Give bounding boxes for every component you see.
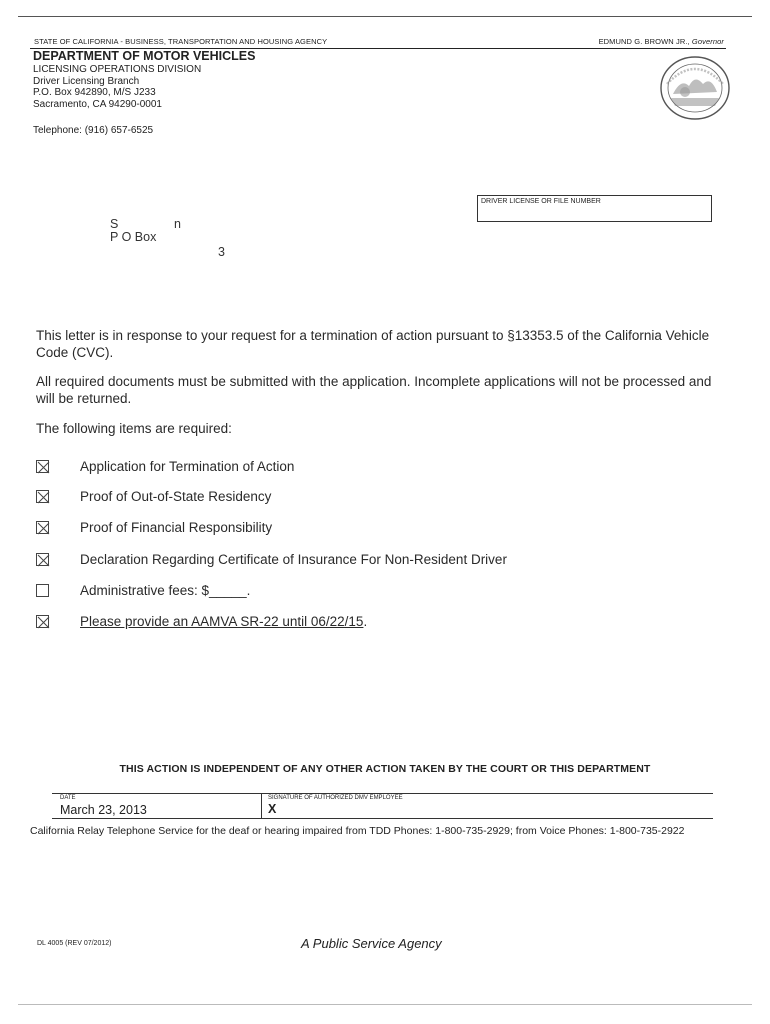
checkbox-checked-icon [36, 521, 49, 534]
signature-label: SIGNATURE OF AUTHORIZED DMV EMPLOYEE [268, 795, 403, 801]
recipient-line-3: 3 [218, 245, 225, 259]
sr22-requirement: Please provide an AAMVA SR-22 until 06/22/15 [80, 614, 364, 629]
signature-block-bottom-rule [52, 818, 713, 819]
recipient-name-b: n [174, 217, 181, 231]
agency-header [30, 36, 726, 49]
agency-line: STATE OF CALIFORNIA - BUSINESS, TRANSPORTATION AND HOUSING AGENCY [34, 37, 328, 46]
city-line: Sacramento, CA 94290-0001 [33, 98, 162, 110]
signature-block-divider [261, 793, 262, 818]
branch-line: Driver Licensing Branch [33, 75, 140, 87]
po-box-line: P.O. Box 942890, M/S J233 [33, 87, 156, 98]
independent-action-notice: THIS ACTION IS INDEPENDENT OF ANY OTHER ACTION TAKEN BY THE COURT OR THIS DEPARTMENT [119, 763, 651, 775]
checkbox-checked-icon [36, 490, 49, 503]
date-value: March 23, 2013 [60, 803, 147, 817]
top-rule [18, 16, 752, 17]
driver-license-number-label: DRIVER LICENSE OR FILE NUMBER [481, 198, 601, 205]
signature-block-top-rule [52, 793, 713, 794]
bottom-rule [18, 1004, 752, 1005]
governor-name: EDMUND G. BROWN JR., [598, 37, 692, 46]
checklist-item-label: Application for Termination of Action [80, 459, 295, 474]
sr22-period: . [363, 614, 368, 629]
telephone-line: Telephone: (916) 657-6525 [33, 125, 154, 136]
checklist-item-label: Declaration Regarding Certificate of Insurance For Non-Resident Driver [80, 552, 507, 567]
department-name: DEPARTMENT OF MOTOR VEHICLES [33, 49, 256, 63]
recipient-name-a: S [110, 217, 119, 231]
recipient-po-box: P O Box [110, 230, 157, 244]
agency-slogan: A Public Service Agency [301, 936, 442, 951]
driver-license-number-box [477, 195, 712, 222]
letter-paragraph-3: The following items are required: [36, 421, 232, 436]
checklist-item-label: Proof of Out-of-State Residency [80, 489, 272, 504]
letter-paragraph-1: This letter is in response to your request for a termination of action pursuant to §13353.5 of the California Vehicle Code (CVC). [36, 328, 710, 360]
division-line: LICENSING OPERATIONS DIVISION [33, 64, 202, 75]
relay-service-line: California Relay Telephone Service for the deaf or hearing impaired from TDD Phones: 1-800-735-2929; from Voice Phones: 1-800-735-2922 [30, 825, 685, 837]
governor-title: Governor [691, 37, 724, 46]
department-address [33, 64, 201, 110]
checkbox-checked-icon [36, 553, 49, 566]
state-seal-icon [659, 56, 731, 120]
checkbox-checked-icon [36, 460, 49, 473]
governor-line [599, 37, 724, 46]
checklist-item-label: Administrative fees: $_____. [80, 583, 251, 598]
date-label: DATE [60, 795, 76, 801]
checkbox-unchecked-icon [36, 584, 49, 597]
checklist-item-label: Proof of Financial Responsibility [80, 520, 273, 535]
checkbox-checked-icon [36, 615, 49, 628]
signature-mark: X [268, 802, 277, 816]
form-number: DL 4005 (REV 07/2012) [37, 940, 112, 947]
letter-paragraph-2: All required documents must be submitted with the application. Incomplete applications will not be processed and will be returned. [36, 374, 712, 406]
checklist-item-label [80, 614, 367, 629]
